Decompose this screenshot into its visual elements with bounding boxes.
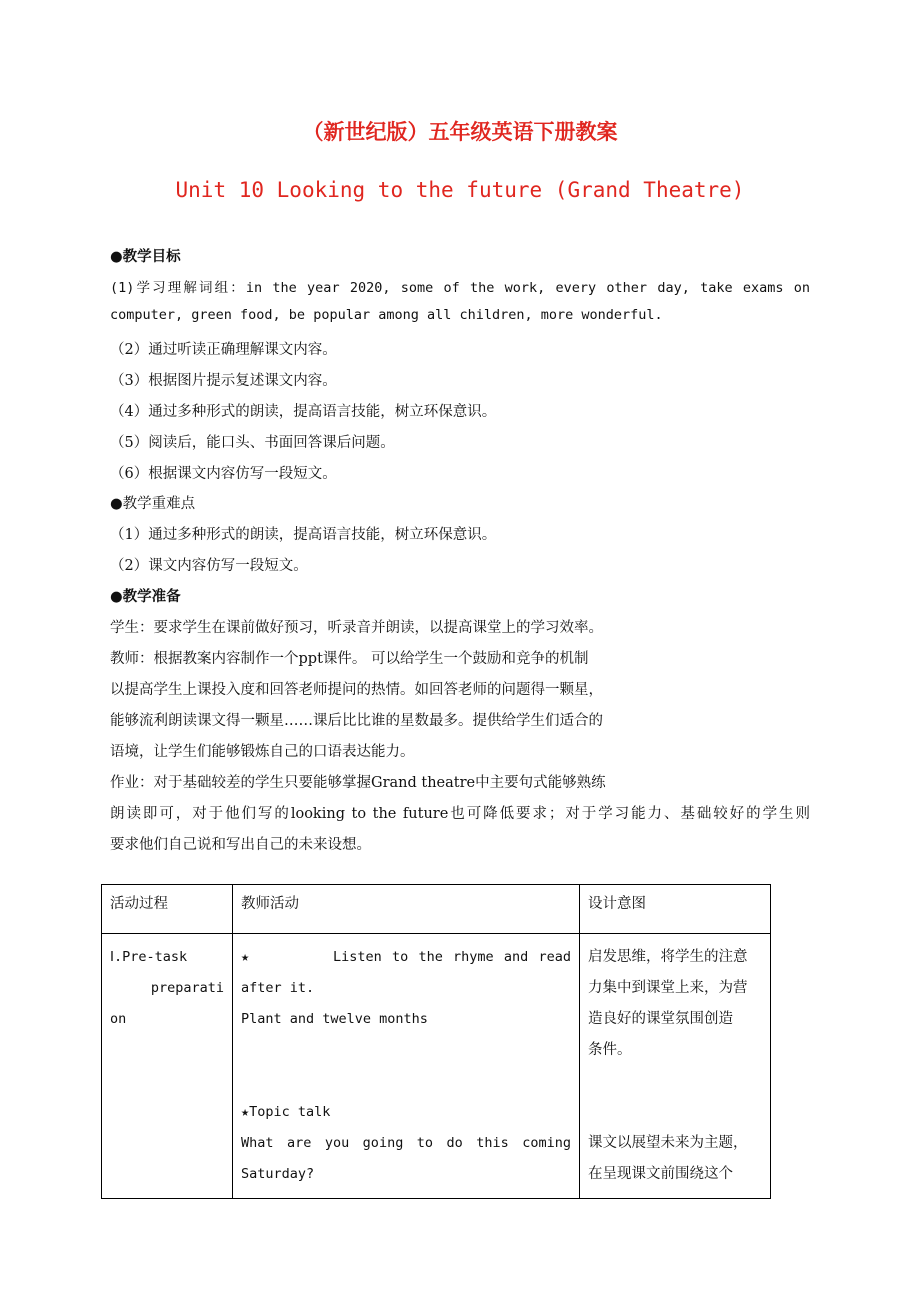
objective-1-line-1: (1)学习理解词组：in the year 2020, some of the work, every other day, take exams on xyxy=(110,280,810,296)
header-design-intent: 设计意图 xyxy=(580,885,771,934)
stage-cell xyxy=(102,934,233,1199)
table-row xyxy=(102,934,771,1199)
intent-line-5: 课文以展望未来为主题， xyxy=(588,1135,748,1151)
star-icon: ★ xyxy=(241,949,250,965)
preparation-teacher-2: 以提高学生上课投入度和回答老师提问的热情。如回答老师的问题得一颗星， xyxy=(110,682,603,698)
design-intent-cell xyxy=(580,934,771,1199)
preparation-teacher-1: 教师：根据教案内容制作一个ppt课件。 可以给学生一个鼓励和竞争的机制 xyxy=(110,651,589,667)
stage-line-1: Ⅰ.Pre-task xyxy=(110,949,188,965)
objective-4: （4）通过多种形式的朗读，提高语言技能，树立环保意识。 xyxy=(110,404,497,420)
preparation-homework-1: 作业：对于基础较差的学生只要能够掌握Grand theatre中主要句式能够熟练 xyxy=(110,775,606,791)
intent-line-4: 条件。 xyxy=(588,1042,632,1058)
key-point-2: （2）课文内容仿写一段短文。 xyxy=(110,558,308,574)
preparation-teacher-3: 能够流利朗读课文得一颗星……课后比比谁的星数最多。提供给学生们适合的 xyxy=(110,713,603,729)
header-stage: 活动过程 xyxy=(102,885,233,934)
activity-topic-talk: ★Topic talk xyxy=(241,1104,331,1120)
preparation-teacher-4: 语境，让学生们能够锻炼自己的口语表达能力。 xyxy=(110,744,415,760)
teacher-activity-cell xyxy=(233,934,580,1199)
objectives-heading: ●教学目标 xyxy=(110,248,181,265)
activity-line-5: Saturday? xyxy=(241,1166,315,1182)
preparation-students: 学生：要求学生在课前做好预习，听录音并朗读，以提高课堂上的学习效率。 xyxy=(110,620,603,636)
activity-line-1: Listen to the rhyme and read xyxy=(333,949,571,965)
key-points-heading: ●教学重难点 xyxy=(110,496,196,512)
activity-line-3: Plant and twelve months xyxy=(241,1011,428,1027)
intent-line-1: 启发思维，将学生的注意 xyxy=(588,949,748,965)
stage-line-2: preparati xyxy=(150,980,224,996)
header-teacher-activity: 教师活动 xyxy=(233,885,580,934)
document-title: （新世纪版）五年级英语下册教案 xyxy=(302,119,618,144)
activity-line-2: after it. xyxy=(241,980,315,996)
intent-line-2: 力集中到课堂上来，为营 xyxy=(588,980,748,996)
preparation-homework-3: 要求他们自己说和写出自己的未来设想。 xyxy=(110,837,371,853)
objective-1-line-2: computer, green food, be popular among all children, more wonderful. xyxy=(110,307,663,323)
activity-rhyme-line xyxy=(241,942,571,973)
objective-5: （5）阅读后，能口头、书面回答课后问题。 xyxy=(110,435,395,451)
key-point-1: （1）通过多种形式的朗读，提高语言技能，树立环保意识。 xyxy=(110,527,497,543)
objective-6: （6）根据课文内容仿写一段短文。 xyxy=(110,466,337,482)
intent-line-6: 在呈现课文前围绕这个 xyxy=(588,1166,733,1182)
preparation-homework-2: 朗读即可，对于他们写的looking to the future也可降低要求；对于学习能力、基础较好的学生则 xyxy=(110,806,810,822)
intent-line-3: 造良好的课堂氛围创造 xyxy=(588,1011,733,1027)
activity-line-4: What are you going to do this coming xyxy=(241,1135,571,1151)
preparation-heading: ●教学准备 xyxy=(110,588,181,605)
table-header-row xyxy=(102,885,771,934)
lesson-activity-table xyxy=(101,884,771,1199)
objective-2: （2）通过听读正确理解课文内容。 xyxy=(110,342,337,358)
objective-3: （3）根据图片提示复述课文内容。 xyxy=(110,373,337,389)
document-subtitle: Unit 10 Looking to the future (Grand Theatre) xyxy=(175,178,745,202)
stage-line-3: on xyxy=(110,1011,127,1027)
